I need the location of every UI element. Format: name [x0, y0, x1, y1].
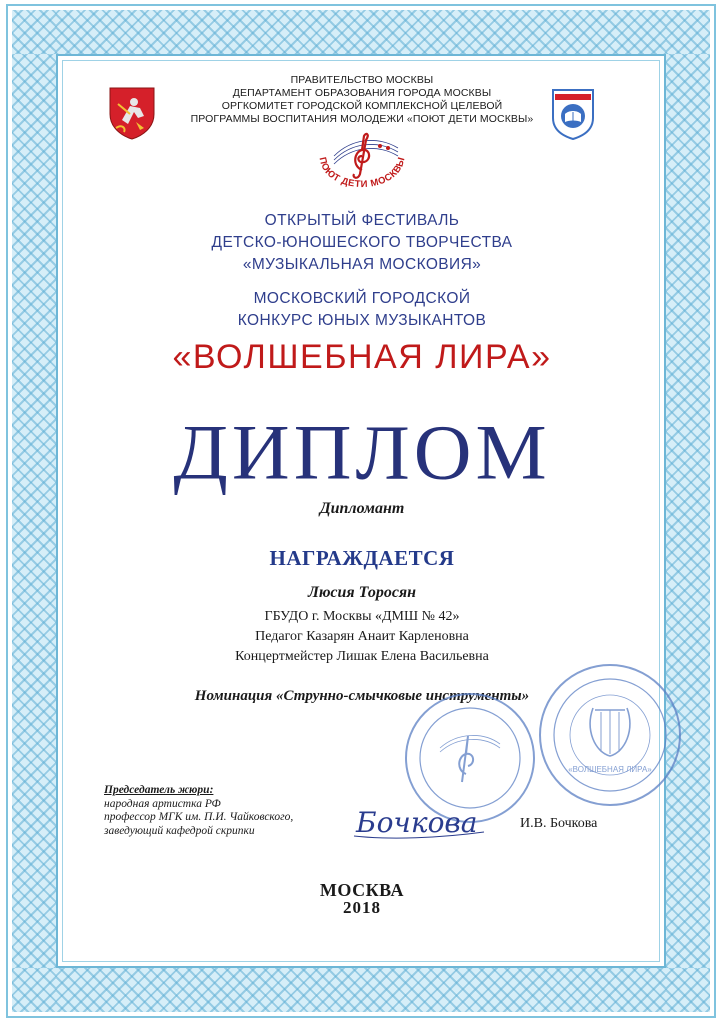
teacher-name: Педагог Казарян Анаит Карленовна: [255, 629, 469, 644]
header-line: ПРАВИТЕЛЬСТВО МОСКВЫ: [290, 74, 434, 86]
issue-year: 2018: [343, 898, 381, 917]
festival-title-line: ДЕТСКО-ЮНОШЕСКОГО ТВОРЧЕСТВА: [211, 234, 513, 251]
contest-title-line: КОНКУРС ЮНЫХ МУЗЫКАНТОВ: [237, 312, 487, 329]
recipient-name: Люсия Торосян: [307, 584, 417, 601]
festival-title-line: «МУЗЫКАЛЬНАЯ МОСКОВИЯ»: [242, 256, 482, 273]
contest-stamp-icon: [535, 660, 685, 810]
degree-label: Дипломант: [319, 500, 405, 517]
jury-chair-heading: Председатель жюри:: [104, 784, 214, 796]
contest-name: «ВОЛШЕБНАЯ ЛИРА»: [172, 338, 552, 376]
jury-chair-title-line: профессор МГК им. П.И. Чайковского,: [104, 811, 294, 823]
festival-logo-icon: [312, 130, 412, 202]
institution-name: ГБУДО г. Москвы «ДМШ № 42»: [264, 609, 460, 624]
awarded-label: НАГРАЖДАЕТСЯ: [269, 546, 455, 570]
jury-chair-title-line: народная артистка РФ: [104, 797, 221, 810]
issuing-organizations-header: [150, 74, 574, 126]
issue-city: МОСКВА: [319, 880, 405, 900]
header-line: ПРОГРАММЫ ВОСПИТАНИЯ МОЛОДЕЖИ «ПОЮТ ДЕТИ МОСКВЫ»: [190, 113, 534, 125]
festival-title-line: ОТКРЫТЫЙ ФЕСТИВАЛЬ: [264, 212, 460, 229]
jury-chair-title-line: заведующий кафедрой скрипки: [104, 824, 255, 837]
festival-logo-text: ПОЮТ ДЕТИ МОСКВЫ: [316, 155, 408, 191]
signer-name: И.В. Бочкова: [520, 816, 598, 831]
nomination: Номинация «Струнно-смычковые инструменты»: [194, 688, 530, 704]
document-title: ДИПЛОМ: [173, 409, 551, 497]
contest-title-line: МОСКОВСКИЙ ГОРОДСКОЙ: [253, 290, 471, 307]
header-line: ОРГКОМИТЕТ ГОРОДСКОЙ КОМПЛЕКСНОЙ ЦЕЛЕВОЙ: [221, 100, 503, 112]
handwritten-signature: [350, 798, 490, 842]
jury-chair-block: [104, 784, 364, 838]
stamp-text: «ВОЛШЕБНАЯ ЛИРА»: [568, 765, 652, 774]
signature-text: Бочкова: [356, 806, 478, 839]
accompanist-name: Концертмейстер Лишак Елена Васильевна: [235, 649, 489, 664]
header-line: ДЕПАРТАМЕНТ ОБРАЗОВАНИЯ ГОРОДА МОСКВЫ: [232, 87, 492, 99]
